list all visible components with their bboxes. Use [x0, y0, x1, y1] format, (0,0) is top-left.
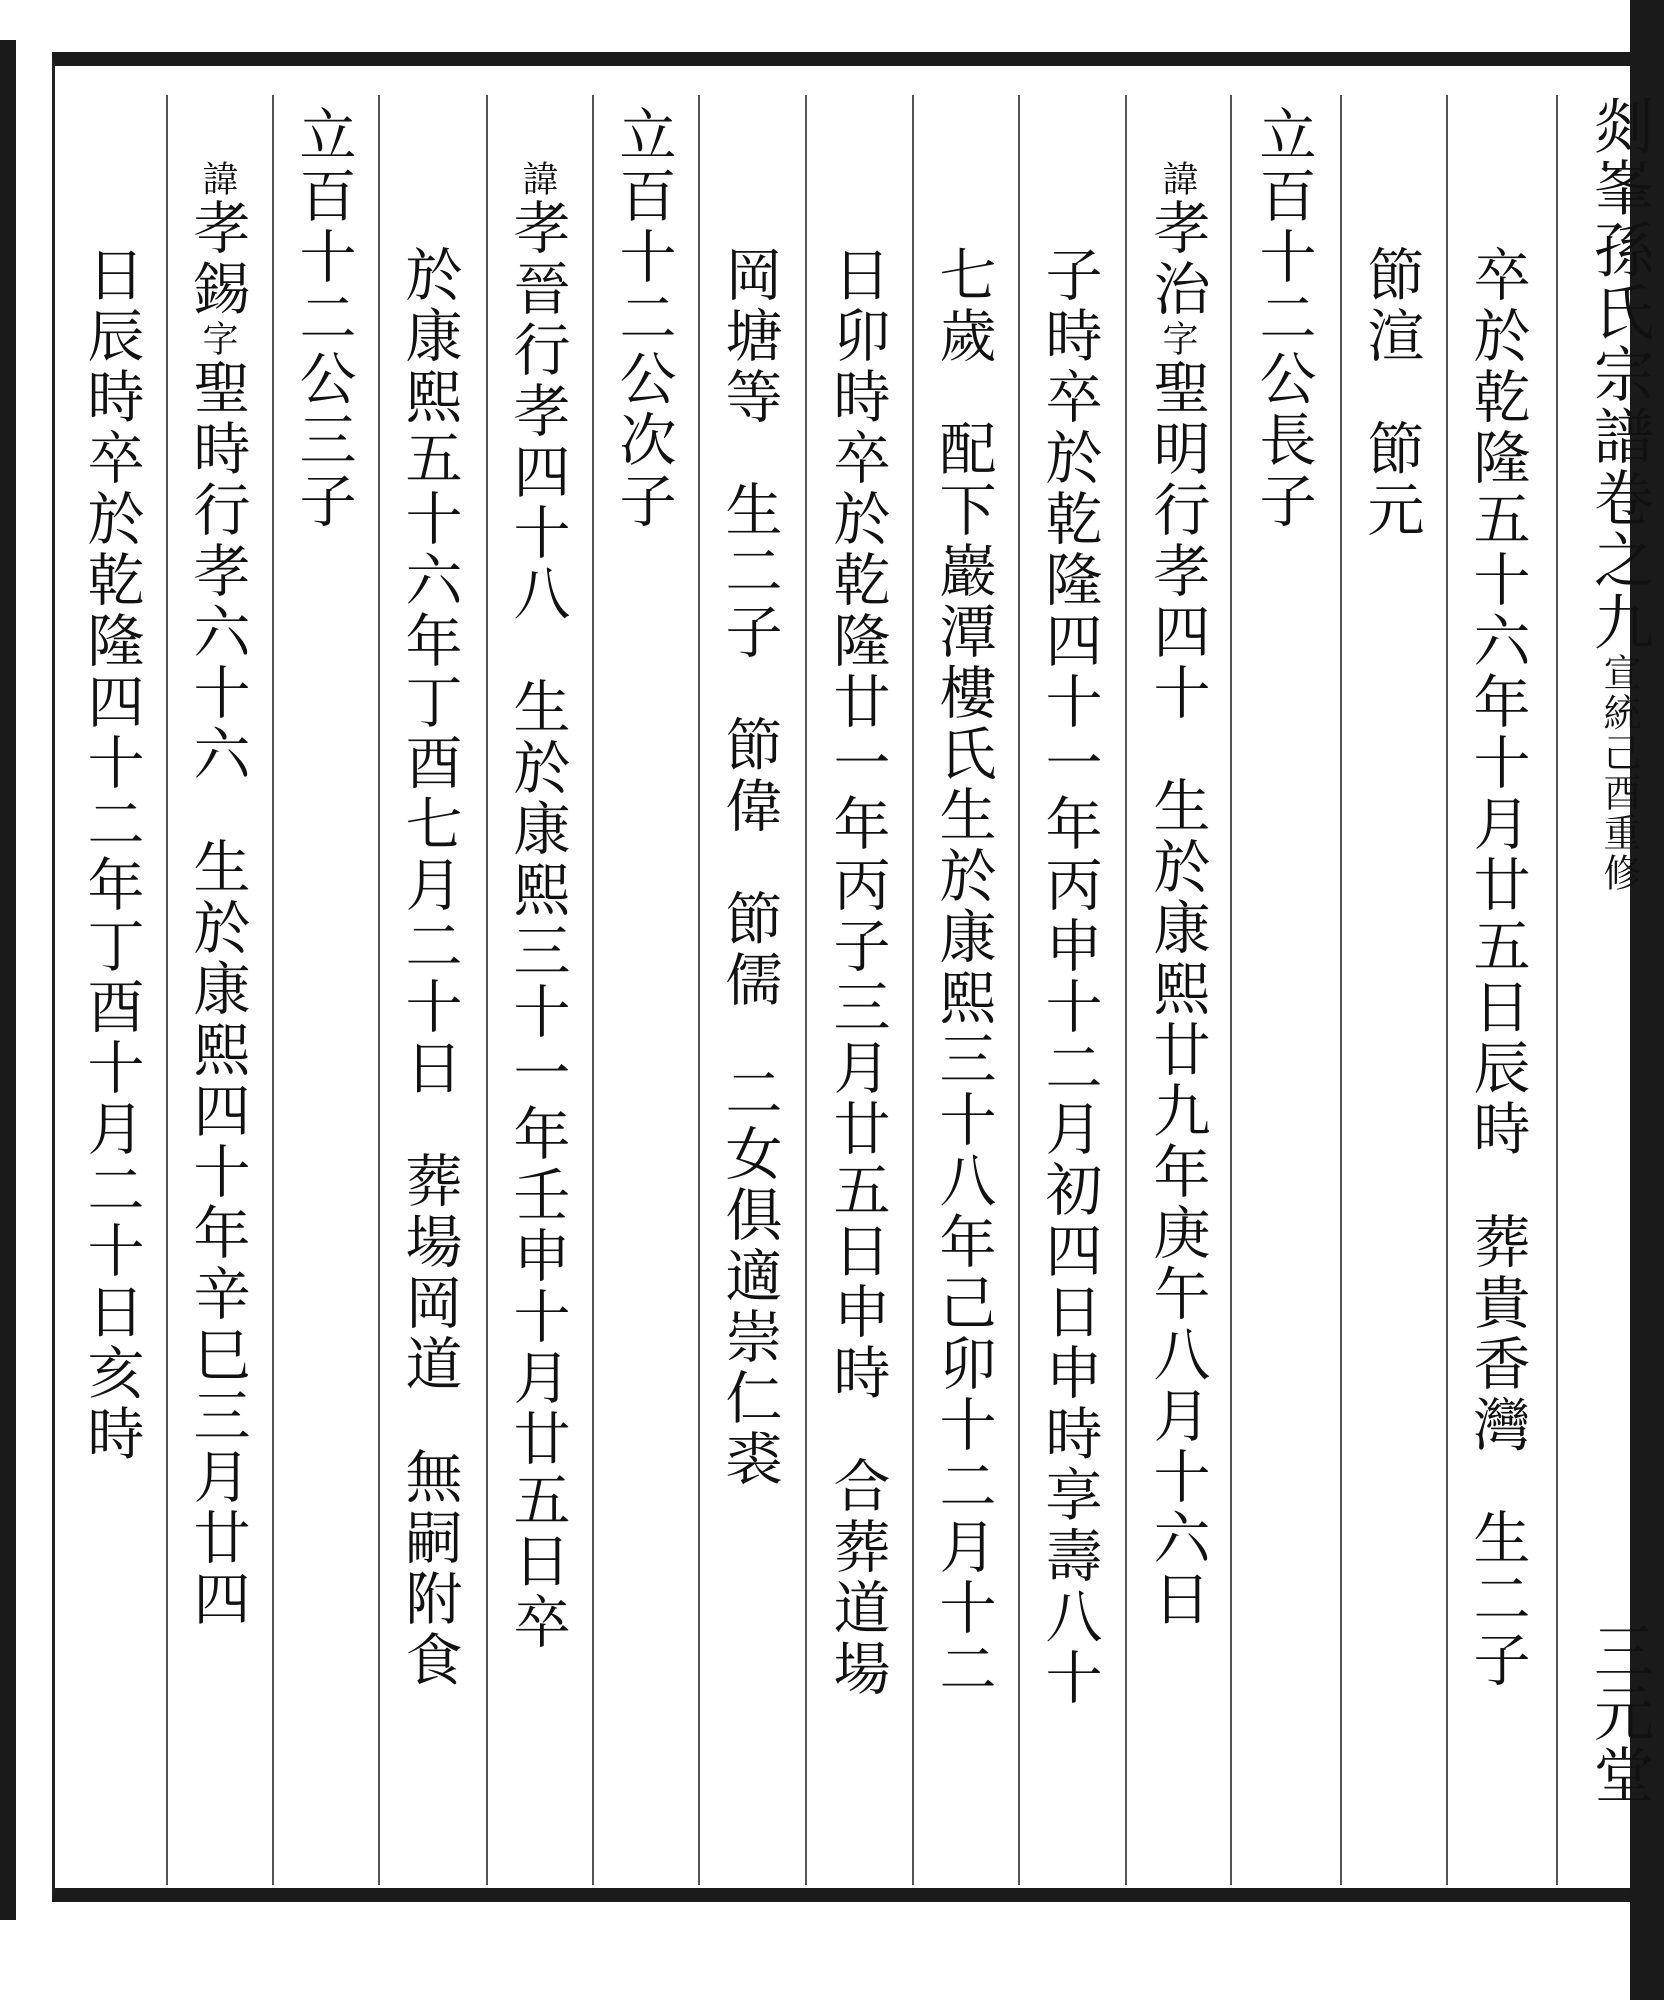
- text-segment: 葬貴香灣: [1464, 1212, 1530, 1456]
- column-rule: [272, 95, 274, 1885]
- hall-name: 三元堂: [1584, 1620, 1654, 1806]
- text-segment: 聖時行孝六十六: [184, 358, 250, 785]
- text-segment: 生於康熙四十年辛巳三月廿四: [184, 837, 250, 1630]
- column-rule: [1230, 95, 1232, 1885]
- annotation-char: 字: [197, 320, 238, 358]
- edition-note: 宣統己酉重修: [1597, 653, 1641, 893]
- text-segment: 孝錫: [184, 198, 250, 320]
- text-column: [78, 245, 144, 1465]
- text-column: [1358, 245, 1424, 541]
- annotation-char: 諱: [517, 160, 558, 198]
- text-column: [184, 160, 250, 1630]
- text-column: [396, 245, 462, 1691]
- column-rule: [1446, 95, 1448, 1885]
- text-segment: 生於康熙三十一年壬申十月廿五日卒: [504, 677, 570, 1653]
- text-segment: 葬場岡道: [396, 1151, 462, 1395]
- text-segment: 節元: [1358, 419, 1424, 541]
- annotation-char: 字: [1157, 320, 1198, 358]
- column-rule: [486, 95, 488, 1885]
- text-column: [716, 245, 782, 1490]
- column-rule: [805, 95, 807, 1885]
- page-edge-left: [0, 40, 16, 1920]
- column-rule: [1125, 95, 1127, 1885]
- text-segment: 生二子: [716, 480, 782, 663]
- text-segment: 立百十二公次子: [610, 105, 676, 532]
- text-segment: 卒於乾隆五十六年十月廿五日辰時: [1464, 245, 1530, 1160]
- text-column: [1036, 245, 1102, 1709]
- text-column: [504, 160, 570, 1653]
- column-rule: [912, 95, 914, 1885]
- text-segment: 無嗣附食: [396, 1447, 462, 1691]
- text-segment: 節儒: [716, 889, 782, 1011]
- text-segment: 立百十二公長子: [1250, 105, 1316, 532]
- text-segment: 配下巖潭樓氏生於康熙三十八年己卯十二月十二: [930, 419, 996, 1700]
- column-rule: [698, 95, 700, 1885]
- text-segment: 孝晉行孝四十八: [504, 198, 570, 625]
- column-rule: [1556, 95, 1558, 1885]
- text-segment: 日辰時卒於乾隆四十二年丁酉十月二十日亥時: [78, 245, 144, 1465]
- column-rule: [1340, 95, 1342, 1885]
- text-column: [610, 105, 676, 532]
- text-segment: 孝治: [1144, 198, 1210, 320]
- volume-label: 卷之九: [1584, 467, 1654, 653]
- annotation-char: 諱: [1157, 160, 1198, 198]
- text-segment: 岡塘等: [716, 245, 782, 428]
- text-segment: 合葬道場: [824, 1456, 890, 1700]
- text-segment: 於康熙五十六年丁酉七月二十日: [396, 245, 462, 1099]
- text-segment: 立百十二公三子: [290, 105, 356, 532]
- text-segment: 子時卒於乾隆四十一年丙申十二月初四日申時享壽八十: [1036, 245, 1102, 1709]
- text-column: [930, 245, 996, 1700]
- text-segment: 生二子: [1464, 1508, 1530, 1691]
- text-column: [1250, 105, 1316, 532]
- margin-header: [1576, 95, 1662, 893]
- text-column: [1464, 245, 1530, 1691]
- book-title: 剡峯孫氏宗譜: [1584, 95, 1654, 467]
- text-segment: 生於康熙廿九年庚午八月十六日: [1144, 776, 1210, 1630]
- text-segment: 二女俱適崇仁裘: [716, 1063, 782, 1490]
- text-segment: 七歲: [930, 245, 996, 367]
- text-segment: 節偉: [716, 715, 782, 837]
- column-rule: [378, 95, 380, 1885]
- column-rule: [166, 95, 168, 1885]
- text-segment: 節渲: [1358, 245, 1424, 367]
- text-column: [824, 245, 890, 1700]
- annotation-char: 諱: [197, 160, 238, 198]
- text-column: [290, 105, 356, 532]
- text-column: [1144, 160, 1210, 1630]
- column-rule: [1018, 95, 1020, 1885]
- column-rule: [592, 95, 594, 1885]
- text-segment: 日卯時卒於乾隆廿一年丙子三月廿五日申時: [824, 245, 890, 1404]
- text-segment: 聖明行孝四十: [1144, 358, 1210, 724]
